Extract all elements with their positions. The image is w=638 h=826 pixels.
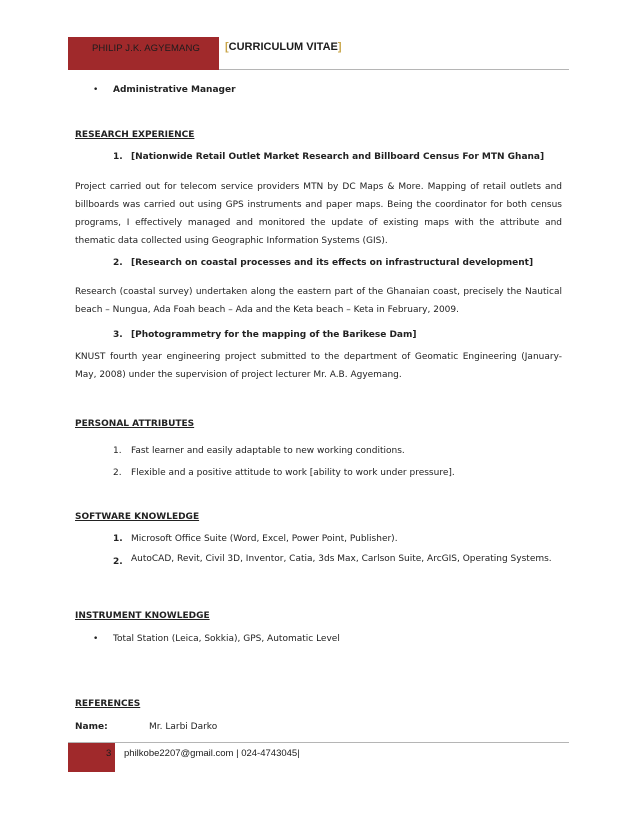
header-bracket-close: ] <box>337 41 342 53</box>
top-bullet-text: Administrative Manager <box>113 85 236 95</box>
research-item-2-description: Research (coastal survey) undertaken along the eastern part of the Ghanaian coast, precisely the Nautical beach – Nungua, Ada Foah beach – Ada and the Keta beach – Keta in February, 2009. <box>75 287 562 315</box>
bullet-icon: • <box>93 85 99 95</box>
software-item-2-number: 2. <box>113 557 123 567</box>
header-bracket-open: [ <box>225 41 229 53</box>
footer-contact: philkobe2207@gmail.com | 024-4743045| <box>124 748 300 759</box>
header-name: PHILIP J.K. AGYEMANG <box>92 43 200 54</box>
software-item-2-text: AutoCAD, Revit, Civil 3D, Inventor, Catia, 3ds Max, Carlson Suite, ArcGIS, Operating Systems. <box>131 554 552 564</box>
research-item-1-number: 1. <box>113 152 123 162</box>
research-item-2-title: [Research on coastal processes and its effects on infrastructural development] <box>131 258 534 268</box>
personal-item-1-number: 1. <box>113 446 122 456</box>
research-item-3-description: KNUST fourth year engineering project submitted to the department of Geomatic Engineering (January-May, 2008) under the supervision of project lecturer Mr. A.B. Agyemang. <box>75 352 562 380</box>
header-title-text: CURRICULUM VITAE <box>228 41 338 53</box>
research-item-2-number: 2. <box>113 258 123 268</box>
software-heading: SOFTWARE KNOWLEDGE <box>75 512 200 522</box>
research-item-3-number: 3. <box>113 330 123 340</box>
reference-name-label: Name: <box>75 722 108 732</box>
personal-heading: PERSONAL ATTRIBUTES <box>75 419 195 429</box>
research-item-1-description: Project carried out for telecom service providers MTN by DC Maps & More. Mapping of retail outlets and billboards was carried out using GPS instruments and paper maps. Being the coordinator for both census programs, I effectively managed and monitored the update of existing maps with the attribute and thematic data collected using Geographic Information Systems (GIS). <box>75 182 562 246</box>
research-item-1-title: [Nationwide Retail Outlet Market Research and Billboard Census For MTN Ghana] <box>131 152 545 162</box>
personal-item-2-text: Flexible and a positive attitude to work [ability to work under pressure]. <box>131 468 455 478</box>
software-item-1-text: Microsoft Office Suite (Word, Excel, Power Point, Publisher). <box>131 534 398 544</box>
reference-name-value: Mr. Larbi Darko <box>149 722 218 732</box>
research-item-3-title: [Photogrammetry for the mapping of the Barikese Dam] <box>131 330 417 340</box>
bullet-icon: • <box>93 634 99 644</box>
research-heading: RESEARCH EXPERIENCE <box>75 130 195 140</box>
header-rule <box>219 69 569 70</box>
footer-rule <box>68 742 569 743</box>
personal-item-1-text: Fast learner and easily adaptable to new working conditions. <box>131 446 405 456</box>
references-heading: REFERENCES <box>75 699 141 709</box>
software-item-1-number: 1. <box>113 534 123 544</box>
personal-item-2-number: 2. <box>113 468 122 478</box>
header-title <box>225 41 342 53</box>
instrument-heading: INSTRUMENT KNOWLEDGE <box>75 611 210 621</box>
footer-page-number: 3 <box>106 748 112 759</box>
instrument-item-text: Total Station (Leica, Sokkia), GPS, Automatic Level <box>113 634 340 644</box>
